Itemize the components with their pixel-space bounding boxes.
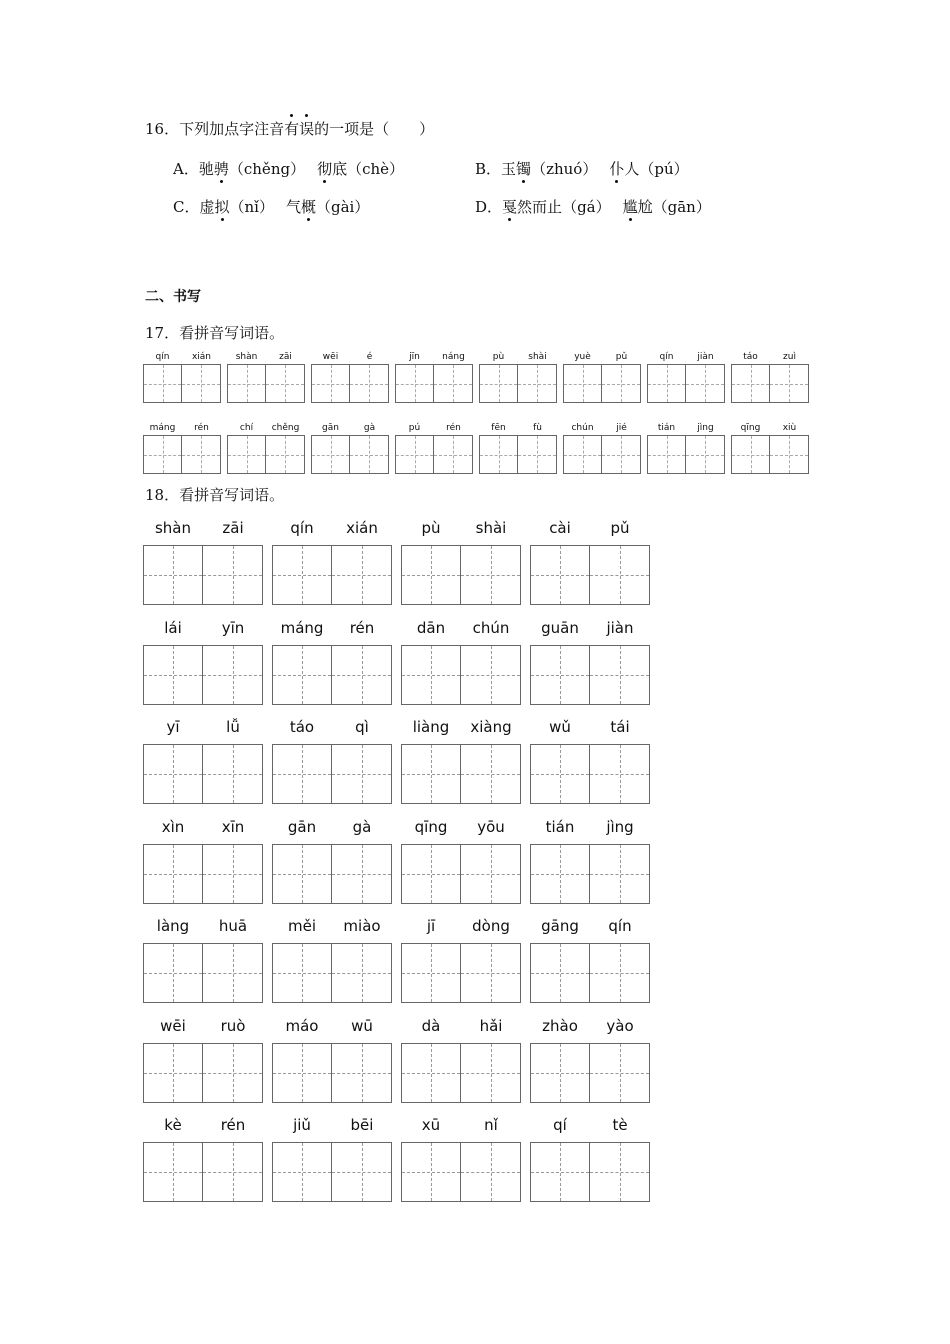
writing-box[interactable]: [143, 844, 203, 904]
q17-word-grid: [395, 423, 473, 473]
writing-box[interactable]: [530, 1043, 590, 1103]
writing-box[interactable]: [272, 645, 332, 705]
pinyin-label: xìn: [161, 817, 185, 836]
pinyin-label: làng: [156, 917, 190, 935]
pinyin-label: gān: [322, 423, 339, 433]
pinyin-label: jiàn: [606, 618, 634, 637]
pinyin-label: yōu: [477, 817, 505, 836]
q17-word-grid: [563, 423, 641, 473]
q18-word-grid: [143, 519, 263, 607]
pinyin-label: gà: [363, 423, 376, 433]
writing-box[interactable]: [479, 364, 518, 403]
writing-box[interactable]: [266, 364, 305, 403]
q18-word-grid: [530, 619, 650, 707]
writing-box[interactable]: [143, 545, 203, 605]
q18-word-grid: [143, 1017, 263, 1105]
dotted-char: 拟: [214, 198, 230, 216]
pinyin-label: shàn: [154, 519, 192, 537]
pinyin-label: jìng: [697, 423, 714, 433]
pinyin-label: zāi: [279, 352, 292, 362]
q17-word-grid: [311, 423, 389, 473]
q18-word-grid: [530, 1017, 650, 1105]
writing-box[interactable]: [461, 844, 521, 904]
option-d: D．戛然而止（gá） 尴尬（gān）: [475, 198, 711, 216]
writing-box[interactable]: [203, 1142, 263, 1202]
writing-box[interactable]: [401, 844, 461, 904]
pinyin-label: dòng: [472, 917, 510, 935]
writing-box[interactable]: [590, 645, 650, 705]
writing-box[interactable]: [401, 1043, 461, 1103]
option-b: B．玉镯（zhuó） 仆人（pú）: [475, 160, 689, 178]
q18-word-grid: [530, 519, 650, 607]
q18-word-grid: [272, 1017, 392, 1105]
writing-box[interactable]: [530, 1142, 590, 1202]
writing-box[interactable]: [518, 364, 557, 403]
pinyin-label: shài: [475, 519, 507, 537]
pinyin-label: wū: [351, 1016, 373, 1035]
writing-box[interactable]: [401, 744, 461, 804]
pinyin-label: wēi: [322, 352, 339, 362]
writing-box[interactable]: [143, 1043, 203, 1103]
writing-box[interactable]: [143, 364, 182, 403]
q18-row: [143, 917, 659, 1005]
q18-word-grid: [401, 619, 521, 707]
writing-box[interactable]: [647, 364, 686, 403]
q17-word-grid: [395, 352, 473, 402]
writing-box[interactable]: [203, 645, 263, 705]
writing-box[interactable]: [227, 435, 266, 474]
pinyin-label: pù: [421, 519, 441, 537]
pinyin-label: jiǔ: [293, 1116, 311, 1134]
pinyin-label: nǐ: [484, 1116, 498, 1134]
q18-word-grid: [143, 718, 263, 806]
pinyin-label: xū: [421, 1116, 441, 1134]
question-16-stem: 16．下列加点字注音有误的一项是（ ）: [145, 120, 435, 138]
writing-box[interactable]: [686, 364, 725, 403]
pinyin-label: gān: [287, 817, 317, 836]
pinyin-label: lǚ: [226, 718, 240, 736]
writing-box[interactable]: [272, 844, 332, 904]
pinyin-label: jìng: [606, 817, 634, 836]
writing-box[interactable]: [203, 844, 263, 904]
writing-box[interactable]: [266, 435, 305, 474]
pinyin-label: shàn: [235, 352, 258, 362]
q18-word-grid: [401, 818, 521, 906]
q17-word-grid: [647, 423, 725, 473]
writing-box[interactable]: [563, 364, 602, 403]
writing-box[interactable]: [203, 1043, 263, 1103]
pinyin-label: qí: [553, 1116, 567, 1134]
pinyin-label: xīn: [221, 817, 245, 836]
dotted-char: 误: [299, 120, 315, 138]
writing-box[interactable]: [461, 645, 521, 705]
pinyin-label: zāi: [222, 519, 244, 537]
writing-box[interactable]: [590, 943, 650, 1003]
pinyin-label: é: [366, 352, 373, 362]
pinyin-label: wēi: [160, 1016, 186, 1035]
writing-box[interactable]: [563, 435, 602, 474]
q17-word-grid: [143, 423, 221, 473]
pinyin-label: xián: [191, 352, 212, 362]
writing-box[interactable]: [530, 545, 590, 605]
dotted-char: 镯: [516, 160, 532, 178]
writing-box[interactable]: [332, 1142, 392, 1202]
pinyin-label: huā: [218, 917, 248, 935]
q17-word-grid: [563, 352, 641, 402]
pinyin-label: zhào: [542, 1016, 578, 1035]
writing-box[interactable]: [143, 435, 182, 474]
pinyin-label: tè: [612, 1116, 628, 1134]
q18-word-grid: [530, 1116, 650, 1204]
pinyin-label: miào: [343, 917, 381, 935]
q18-word-grid: [272, 818, 392, 906]
q18-word-grid: [272, 917, 392, 1005]
q18-word-grid: [401, 718, 521, 806]
q18-row: [143, 818, 659, 906]
pinyin-label: qì: [355, 718, 369, 736]
q17-word-grid: [143, 352, 221, 402]
writing-box[interactable]: [350, 435, 389, 474]
pinyin-label: tián: [657, 423, 676, 433]
pinyin-label: chí: [239, 423, 254, 433]
q18-word-grid: [143, 1116, 263, 1204]
q18-word-grid: [530, 718, 650, 806]
pinyin-label: xiù: [782, 423, 797, 433]
writing-box[interactable]: [272, 1142, 332, 1202]
pinyin-label: zuì: [783, 352, 796, 362]
dotted-char: 概: [301, 198, 317, 216]
writing-box[interactable]: [590, 744, 650, 804]
pinyin-label: gà: [352, 817, 372, 836]
q18-word-grid: [530, 917, 650, 1005]
pinyin-label: tián: [545, 817, 575, 836]
q17-word-grid: [227, 423, 305, 473]
pinyin-label: qín: [290, 519, 314, 537]
writing-box[interactable]: [731, 435, 770, 474]
writing-box[interactable]: [731, 364, 770, 403]
writing-box[interactable]: [182, 364, 221, 403]
writing-box[interactable]: [530, 645, 590, 705]
writing-box[interactable]: [530, 943, 590, 1003]
pinyin-label: cài: [549, 519, 571, 537]
writing-box[interactable]: [311, 364, 350, 403]
writing-box[interactable]: [203, 943, 263, 1003]
pinyin-label: máo: [285, 1016, 319, 1035]
writing-box[interactable]: [332, 844, 392, 904]
q17-word-grid: [311, 352, 389, 402]
writing-box[interactable]: [143, 744, 203, 804]
pinyin-label: tái: [610, 718, 630, 736]
writing-box[interactable]: [461, 943, 521, 1003]
pinyin-label: yào: [606, 1016, 634, 1035]
writing-box[interactable]: [461, 545, 521, 605]
pinyin-label: qín: [608, 917, 632, 935]
pinyin-label: pǔ: [610, 519, 630, 537]
q18-word-grid: [272, 619, 392, 707]
writing-box[interactable]: [143, 645, 203, 705]
q18-word-grid: [272, 519, 392, 607]
writing-box[interactable]: [590, 1043, 650, 1103]
pinyin-label: táo: [743, 352, 758, 362]
dotted-char: 有: [284, 120, 300, 138]
pinyin-label: máng: [280, 618, 324, 637]
q18-word-grid: [401, 1116, 521, 1204]
pinyin-label: náng: [442, 352, 465, 362]
q18-row: [143, 519, 659, 607]
q18-word-grid: [143, 917, 263, 1005]
writing-box[interactable]: [479, 435, 518, 474]
q17-row: [143, 352, 815, 402]
q18-word-grid: [143, 818, 263, 906]
pinyin-label: jié: [616, 423, 627, 433]
q18-word-grid: [272, 1116, 392, 1204]
pinyin-label: qīng: [414, 817, 448, 836]
q17-word-grid: [647, 352, 725, 402]
writing-box[interactable]: [311, 435, 350, 474]
pinyin-label: rén: [349, 618, 375, 637]
pinyin-label: shài: [528, 352, 547, 362]
question-18-title: 18．看拼音写词语。: [145, 486, 285, 504]
writing-box[interactable]: [227, 364, 266, 403]
pinyin-label: qín: [155, 352, 170, 362]
question-17-title: 17．看拼音写词语。: [145, 324, 285, 342]
writing-box[interactable]: [143, 943, 203, 1003]
writing-box[interactable]: [395, 435, 434, 474]
writing-box[interactable]: [272, 545, 332, 605]
q18-row: [143, 718, 659, 806]
pinyin-label: rén: [194, 423, 209, 433]
writing-box[interactable]: [143, 1142, 203, 1202]
pinyin-label: pǔ: [615, 352, 628, 362]
q18-row: [143, 619, 659, 707]
writing-box[interactable]: [461, 1043, 521, 1103]
q17-word-grid: [731, 423, 809, 473]
pinyin-label: yīn: [221, 618, 245, 637]
writing-box[interactable]: [590, 844, 650, 904]
dotted-char: 戛: [502, 198, 518, 216]
pinyin-label: rén: [220, 1116, 246, 1134]
q18-word-grid: [401, 519, 521, 607]
pinyin-label: pú: [408, 423, 421, 433]
pinyin-label: xián: [346, 519, 378, 537]
pinyin-label: dà: [421, 1016, 441, 1035]
writing-box[interactable]: [770, 435, 809, 474]
q18-word-grid: [272, 718, 392, 806]
pinyin-label: fù: [533, 423, 542, 433]
pinyin-label: yuè: [574, 352, 591, 362]
q17-word-grid: [227, 352, 305, 402]
pinyin-label: kè: [164, 1116, 182, 1134]
pinyin-label: jī: [426, 917, 436, 935]
pinyin-label: xiàng: [470, 718, 512, 736]
pinyin-label: ruò: [220, 1016, 246, 1035]
dotted-char: 尴: [622, 198, 638, 216]
writing-box[interactable]: [518, 435, 557, 474]
writing-box[interactable]: [530, 744, 590, 804]
pinyin-label: lái: [164, 618, 182, 637]
writing-box[interactable]: [461, 1142, 521, 1202]
q18-word-grid: [401, 1017, 521, 1105]
writing-box[interactable]: [770, 364, 809, 403]
pinyin-label: liàng: [412, 718, 450, 736]
pinyin-label: fēn: [491, 423, 506, 433]
writing-box[interactable]: [203, 545, 263, 605]
pinyin-label: chún: [472, 618, 510, 637]
writing-box[interactable]: [530, 844, 590, 904]
dotted-char: 彻: [317, 160, 333, 178]
writing-box[interactable]: [332, 1043, 392, 1103]
writing-box[interactable]: [272, 744, 332, 804]
pinyin-label: pù: [492, 352, 505, 362]
pinyin-label: qín: [659, 352, 674, 362]
pinyin-label: bēi: [350, 1116, 374, 1134]
writing-box[interactable]: [203, 744, 263, 804]
q18-word-grid: [143, 619, 263, 707]
writing-box[interactable]: [602, 364, 641, 403]
writing-box[interactable]: [332, 545, 392, 605]
writing-box[interactable]: [272, 943, 332, 1003]
pinyin-label: táo: [289, 718, 315, 736]
dotted-char: 仆: [609, 160, 625, 178]
writing-box[interactable]: [590, 1142, 650, 1202]
writing-box[interactable]: [461, 744, 521, 804]
pinyin-label: dān: [416, 618, 446, 637]
pinyin-label: gāng: [541, 917, 579, 935]
section-title-writing: 二、书写: [145, 289, 201, 305]
option-c: C．虚拟（nǐ） 气概（gài）: [173, 198, 370, 216]
writing-box[interactable]: [182, 435, 221, 474]
writing-box[interactable]: [332, 744, 392, 804]
writing-box[interactable]: [401, 545, 461, 605]
pinyin-label: chún: [571, 423, 594, 433]
option-a: A．驰骋（chěng） 彻底（chè）: [173, 160, 405, 178]
pinyin-label: jiàn: [697, 352, 714, 362]
q17-word-grid: [479, 423, 557, 473]
q18-word-grid: [530, 818, 650, 906]
writing-box[interactable]: [401, 1142, 461, 1202]
writing-box[interactable]: [590, 545, 650, 605]
writing-box[interactable]: [401, 645, 461, 705]
dotted-char: 骋: [213, 160, 229, 178]
writing-box[interactable]: [332, 645, 392, 705]
pinyin-label: yī: [166, 718, 180, 736]
pinyin-label: qīng: [740, 423, 761, 433]
writing-box[interactable]: [401, 943, 461, 1003]
q18-row: [143, 1116, 659, 1204]
pinyin-label: hǎi: [479, 1016, 503, 1035]
writing-box[interactable]: [602, 435, 641, 474]
q17-word-grid: [479, 352, 557, 402]
writing-box[interactable]: [434, 435, 473, 474]
pinyin-label: wǔ: [549, 718, 571, 736]
pinyin-label: guān: [541, 618, 579, 637]
q17-row: [143, 423, 815, 473]
writing-box[interactable]: [686, 435, 725, 474]
writing-box[interactable]: [395, 364, 434, 403]
writing-box[interactable]: [272, 1043, 332, 1103]
writing-box[interactable]: [434, 364, 473, 403]
pinyin-label: máng: [149, 423, 176, 433]
writing-box[interactable]: [350, 364, 389, 403]
q18-row: [143, 1017, 659, 1105]
writing-box[interactable]: [647, 435, 686, 474]
pinyin-label: jīn: [409, 352, 420, 362]
pinyin-label: rén: [446, 423, 461, 433]
q17-word-grid: [731, 352, 809, 402]
q18-word-grid: [401, 917, 521, 1005]
pinyin-label: měi: [287, 917, 316, 935]
pinyin-label: chěng: [271, 423, 300, 433]
writing-box[interactable]: [332, 943, 392, 1003]
